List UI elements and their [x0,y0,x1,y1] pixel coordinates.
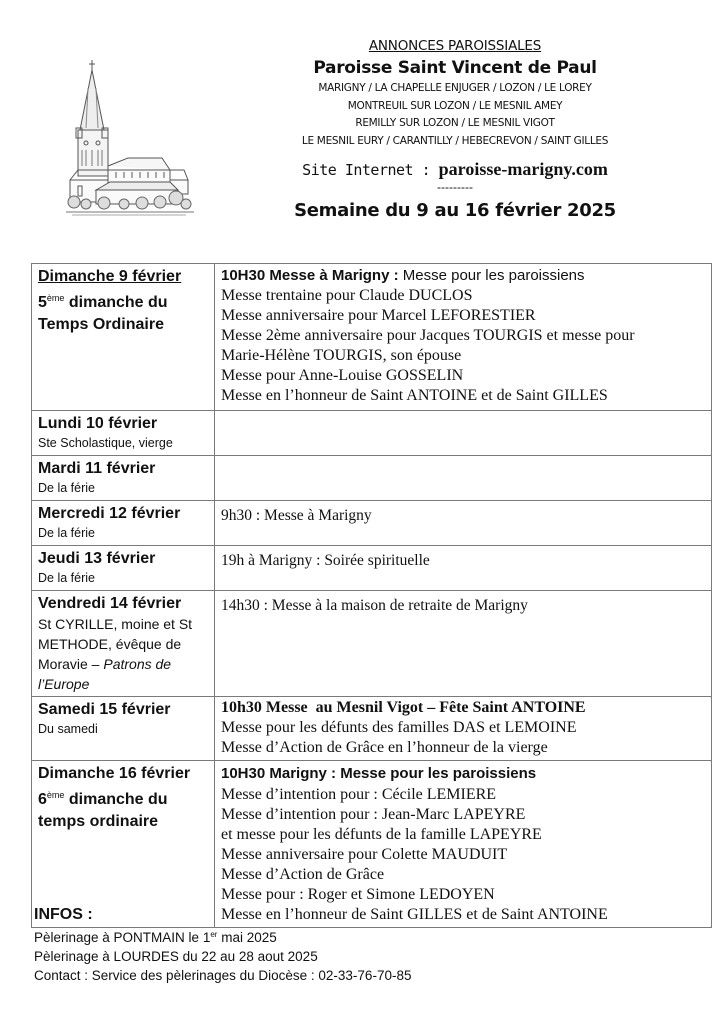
church-drawing-icon [66,58,194,218]
day-cell [32,501,215,546]
day-name: Dimanche 16 février [38,765,191,782]
website-label: Site Internet : [302,161,439,179]
event-line: Messe pour les défunts des familles DAS et LEMOINE [221,719,577,736]
week-title: Semaine du 9 au 16 février 2025 [294,200,616,221]
events-cell [215,456,712,501]
infos-section [34,905,411,985]
event-line: Messe d’intention pour : Cécile LEMIERE [221,786,497,803]
info-line: Pèlerinage à LOURDES du 22 au 28 aout 2025 [34,949,318,964]
day-cell [32,264,215,411]
events-cell [215,264,712,411]
day-liturgy: Du samedi [38,722,98,736]
day-name: Dimanche 9 février [38,268,182,285]
day-liturgy: l’Europe [38,676,90,692]
events-cell [215,591,712,697]
event-line: 10H30 Messe à Marigny : Messe pour les paroissiens [221,267,585,284]
event-line: Messe 2ème anniversaire pour Jacques TOURGIS et messe pour [221,327,635,344]
event-line: 9h30 : Messe à Marigny [221,507,372,524]
event-line [221,458,705,461]
event-line: 10H30 Marigny : Messe pour les paroissiens [221,765,537,782]
village-line: MARIGNY / LA CHAPELLE ENJUGER / LOZON / LE LOREY [318,82,592,94]
day-name: Lundi 10 février [38,415,158,432]
parish-name: Paroisse Saint Vincent de Paul [313,58,597,78]
day-liturgy: De la férie [38,526,95,540]
day-liturgy: METHODE, évêque de [38,636,182,652]
day-liturgy: Moravie – Patrons de [38,656,172,672]
village-line: REMILLY SUR LOZON / LE MESNIL VIGOT [355,117,555,129]
header [240,36,670,225]
events-cell [215,697,712,761]
events-cell [215,546,712,591]
website-line [240,158,670,181]
event-line: Messe anniversaire pour Marcel LEFORESTIER [221,307,536,324]
event-line: Marie-Hélène TOURGIS, son épouse [221,347,462,364]
day-liturgy: 5ème dimanche du [38,293,168,311]
infos-title: INFOS : [34,906,93,923]
table-row [32,411,712,456]
village-line: MONTREUIL SUR LOZON / LE MESNIL AMEY [347,99,563,112]
event-line: Messe pour Anne-Louise GOSSELIN [221,367,464,384]
event-line: Messe d’intention pour : Jean-Marc LAPEYRE [221,806,526,823]
day-name: Vendredi 14 février [38,595,182,612]
event-line: et messe pour les défunts de la famille LAPEYRE [221,826,542,843]
event-line: Messe anniversaire pour Colette MAUDUIT [221,846,508,863]
day-name: Mardi 11 février [38,460,156,477]
event-line: Messe en l’honneur de Saint GILLES et de Saint ANTOINE [221,906,608,923]
events-cell [215,411,712,456]
day-cell [32,697,215,761]
events-cell [215,501,712,546]
event-line: 14h30 : Messe à la maison de retraite de Marigny [221,597,528,614]
day-liturgy: Ste Scholastique, vierge [38,436,173,450]
event-line: 19h à Marigny : Soirée spirituelle [221,552,430,569]
day-liturgy: De la férie [38,481,95,495]
events-cell [215,761,712,928]
day-liturgy: Temps Ordinaire [38,316,164,333]
table-row [32,264,712,411]
table-row [32,456,712,501]
event-line: Messe trentaine pour Claude DUCLOS [221,287,473,304]
day-liturgy: 6ème dimanche du [38,790,168,808]
day-name: Mercredi 12 février [38,505,181,522]
page-title: ANNONCES PAROISSIALES [368,38,542,54]
event-line: Messe d’Action de Grâce [221,866,385,883]
day-name: Samedi 15 février [38,701,171,718]
day-cell [32,411,215,456]
event-line [221,413,705,416]
separator: --------- [437,180,473,194]
event-line: 10h30 Messe au Mesnil Vigot – Fête Saint ANTOINE [221,699,586,716]
village-line: LE MESNIL EURY / CARANTILLY / HEBECREVON / SAINT GILLES [301,134,609,147]
table-row [32,697,712,761]
table-row [32,546,712,591]
day-liturgy: St CYRILLE, moine et St [38,616,193,632]
day-cell [32,761,215,928]
day-liturgy: De la férie [38,571,95,585]
info-line: Contact : Service des pèlerinages du Diocèse : 02-33-76-70-85 [34,968,412,983]
day-cell [32,546,215,591]
event-line: Messe d’Action de Grâce en l’honneur de la vierge [221,739,548,756]
day-name: Jeudi 13 février [38,550,156,567]
day-cell [32,456,215,501]
day-cell [32,591,215,697]
table-row [32,591,712,697]
event-line: Messe pour : Roger et Simone LEDOYEN [221,886,495,903]
info-line: Pèlerinage à PONTMAIN le 1er mai 2025 [34,930,277,945]
day-liturgy: temps ordinaire [38,813,159,830]
event-line: Messe en l’honneur de Saint ANTOINE et de Saint GILLES [221,387,608,404]
table-row [32,501,712,546]
schedule-table [31,263,712,928]
website-link[interactable]: paroisse-marigny.com [438,159,608,179]
table-row [32,761,712,928]
